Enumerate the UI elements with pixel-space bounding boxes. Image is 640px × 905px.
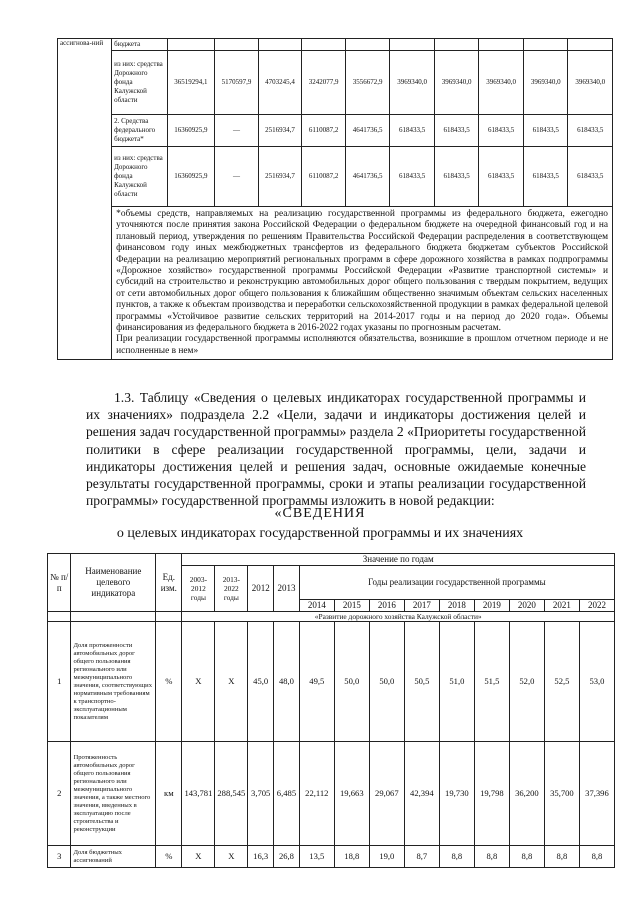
funding-value: 6110087,2	[302, 147, 346, 207]
funding-value: 4641736,5	[345, 147, 390, 207]
funding-row-label: из них: средства Дорожного фонда Калужской области	[112, 51, 168, 115]
amendment-paragraph	[86, 389, 586, 509]
value-year: 19,663	[334, 742, 369, 846]
col-header-2012: 2012	[248, 566, 274, 612]
table-row	[48, 742, 615, 846]
value-year: 8,8	[509, 846, 544, 868]
indicator-table	[47, 553, 615, 868]
col-header-year: 2021	[544, 600, 579, 612]
funding-value: 16360925,9	[167, 147, 215, 207]
col-header-year: 2019	[474, 600, 509, 612]
funding-value: 4703245,4	[258, 51, 302, 115]
funding-value: 618433,5	[479, 147, 524, 207]
value-year: 19,730	[439, 742, 474, 846]
section-subheading: о целевых индикаторах государственной программы и их значениях	[116, 526, 524, 541]
table-row	[58, 115, 613, 147]
table-row	[48, 622, 615, 742]
col-header-year: 2016	[369, 600, 404, 612]
funding-value: 618433,5	[390, 115, 435, 147]
funding-row-label: бюджета	[112, 39, 168, 51]
indicator-unit: км	[156, 742, 182, 846]
funding-value: 618433,5	[568, 115, 613, 147]
col-header-year: 2014	[299, 600, 334, 612]
funding-value: 618433,5	[568, 147, 613, 207]
funding-value: 16360925,9	[167, 115, 215, 147]
funding-value: 3242077,9	[302, 51, 346, 115]
section-title-row: «Развитие дорожного хозяйства Калужской области»	[182, 612, 615, 622]
col-header-impl-years: Годы реализации государственной программы	[299, 566, 614, 600]
table-row	[58, 51, 613, 115]
funding-value: 618433,5	[434, 115, 479, 147]
value-year: 8,8	[544, 846, 579, 868]
value-year: 53,0	[579, 622, 614, 742]
funding-value: 3969340,0	[390, 51, 435, 115]
value-year: 52,0	[509, 622, 544, 742]
value-2012: 45,0	[248, 622, 274, 742]
value-year: 19,798	[474, 742, 509, 846]
funding-value: 3969340,0	[568, 51, 613, 115]
col-header-name: Наименование целевого индикатора	[71, 554, 156, 612]
funding-value: 618433,5	[434, 147, 479, 207]
col-header-period1: 2003-2012 годы	[182, 566, 215, 612]
funding-value: —	[215, 147, 259, 207]
footnote-text: *объемы средств, направляемых на реализацию государственной программы из федерального бюджета, ежегодно уточняются после принятия закона Российской Федерации о федеральном бюджете на очередной финансовый год и на плановый период, утверждения по решениям Правительства Российской Федерации распределения в соответствующем финансовом году иных межбюджетных трансфертов из федерального бюджета бюджетам субъектов Российской Федерации на реализацию мероприятий региональных программ в сфере дорожного хозяйства в рамках подпрограммы «Дорожное хозяйство» государственной программы Российской Федерации «Развитие транспортной системы» и субсидий на строительство и реконструкцию автомобильных дорог общего пользования с твердым покрытием, ведущих от сети автомобильных дорог общего пользования к ближайшим общественно значимым объектам сельских населенных пунктов, а также к объектам производства и переработки сельскохозяйственной продукции в рамках федеральной целевой программы «Устойчивое развитие сельских территорий на 2014-2017 годы и на период до 2020 года». Объемы финансирования из федерального бюджета в 2016-2022 годах указаны по прогнозным расчетам.	[116, 209, 608, 334]
funding-footnote	[112, 207, 613, 360]
value-year: 13,5	[299, 846, 334, 868]
value-period2: 288,545	[215, 742, 248, 846]
value-2013: 26,8	[274, 846, 300, 868]
value-period2: X	[215, 622, 248, 742]
value-year: 19,0	[369, 846, 404, 868]
funding-row-label: из них: средства Дорожного фонда Калужской области	[112, 147, 168, 207]
funding-value: 618433,5	[523, 115, 568, 147]
table-row	[58, 147, 613, 207]
value-year: 35,700	[544, 742, 579, 846]
value-year: 42,394	[404, 742, 439, 846]
col-header-year: 2022	[579, 600, 614, 612]
value-2013: 48,0	[274, 622, 300, 742]
row-num: 3	[48, 846, 71, 868]
funding-value: 6110087,2	[302, 115, 346, 147]
funding-value: —	[215, 115, 259, 147]
funding-label-cell: ассигнова-ний	[58, 39, 112, 360]
value-year: 22,112	[299, 742, 334, 846]
funding-value: 3969340,0	[523, 51, 568, 115]
row-num: 2	[48, 742, 71, 846]
funding-value: 618433,5	[479, 115, 524, 147]
value-year: 37,396	[579, 742, 614, 846]
funding-value: 618433,5	[390, 147, 435, 207]
table-row	[48, 846, 615, 868]
col-header-values-by-year: Значение по годам	[182, 554, 615, 566]
value-year: 8,8	[579, 846, 614, 868]
value-period1: 143,781	[182, 742, 215, 846]
indicator-unit: %	[156, 846, 182, 868]
col-header-num: № п/п	[48, 554, 71, 612]
value-year: 51,5	[474, 622, 509, 742]
indicator-name: Протяженность автомобильных дорог общего пользования регионального или межмуниципального значения, а также местного значения, введенных в эксплуатацию после строительства и реконструкции	[71, 742, 156, 846]
funding-value: 4641736,5	[345, 115, 390, 147]
value-2012: 3,705	[248, 742, 274, 846]
funding-value: 3556672,9	[345, 51, 390, 115]
value-period2: X	[215, 846, 248, 868]
value-year: 52,5	[544, 622, 579, 742]
footnote-text-2: При реализации государственной программы исполняются обязательства, возникшие в прошлом отчетном периоде и не исполненные в нем»	[116, 334, 608, 356]
col-header-period2: 2013-2022 годы	[215, 566, 248, 612]
funding-table	[57, 38, 613, 360]
col-header-year: 2018	[439, 600, 474, 612]
value-year: 50,0	[369, 622, 404, 742]
value-year: 49,5	[299, 622, 334, 742]
indicator-name: Доля протяженности автомобильных дорог общего пользования регионального или межмуниципального значения, соответствующих нормативным требованиям к транспортно-эксплуатационным показателям	[71, 622, 156, 742]
funding-value: 3969340,0	[479, 51, 524, 115]
paragraph-text: 1.3. Таблицу «Сведения о целевых индикаторах государственной программы и их значениях» подраздела 2.2 «Цели, задачи и индикаторы достижения целей и решения задач государственной программы» раздела 2 «Приоритеты государственной политики в сфере реализации государственной программы, цели, задачи и индикаторы достижения целей и решения задач, основные ожидаемые конечные результаты государственной программы, сроки и этапы реализации государственной программы» государственной программы изложить в новой редакции:	[86, 390, 586, 509]
indicator-name: Доля бюджетных ассигнований	[71, 846, 156, 868]
value-period1: X	[182, 622, 215, 742]
value-2013: 6,485	[274, 742, 300, 846]
funding-value: 5170597,9	[215, 51, 259, 115]
section-heading: «СВЕДЕНИЯ	[274, 506, 366, 521]
col-header-year: 2017	[404, 600, 439, 612]
value-year: 8,7	[404, 846, 439, 868]
col-header-2013: 2013	[274, 566, 300, 612]
value-year: 18,8	[334, 846, 369, 868]
value-period1: X	[182, 846, 215, 868]
funding-value: 3969340,0	[434, 51, 479, 115]
value-year: 51,0	[439, 622, 474, 742]
funding-value: 2516934,7	[258, 147, 302, 207]
value-year: 29,067	[369, 742, 404, 846]
col-header-unit: Ед. изм.	[156, 554, 182, 612]
value-year: 36,200	[509, 742, 544, 846]
indicator-unit: %	[156, 622, 182, 742]
value-year: 50,0	[334, 622, 369, 742]
value-year: 8,8	[474, 846, 509, 868]
row-num: 1	[48, 622, 71, 742]
value-year: 8,8	[439, 846, 474, 868]
funding-value: 618433,5	[523, 147, 568, 207]
col-header-year: 2015	[334, 600, 369, 612]
value-year: 50,5	[404, 622, 439, 742]
funding-value: 2516934,7	[258, 115, 302, 147]
funding-row-label: 2. Средства федерального бюджета*	[112, 115, 168, 147]
value-2012: 16,3	[248, 846, 274, 868]
funding-value: 36519294,1	[167, 51, 215, 115]
col-header-year: 2020	[509, 600, 544, 612]
